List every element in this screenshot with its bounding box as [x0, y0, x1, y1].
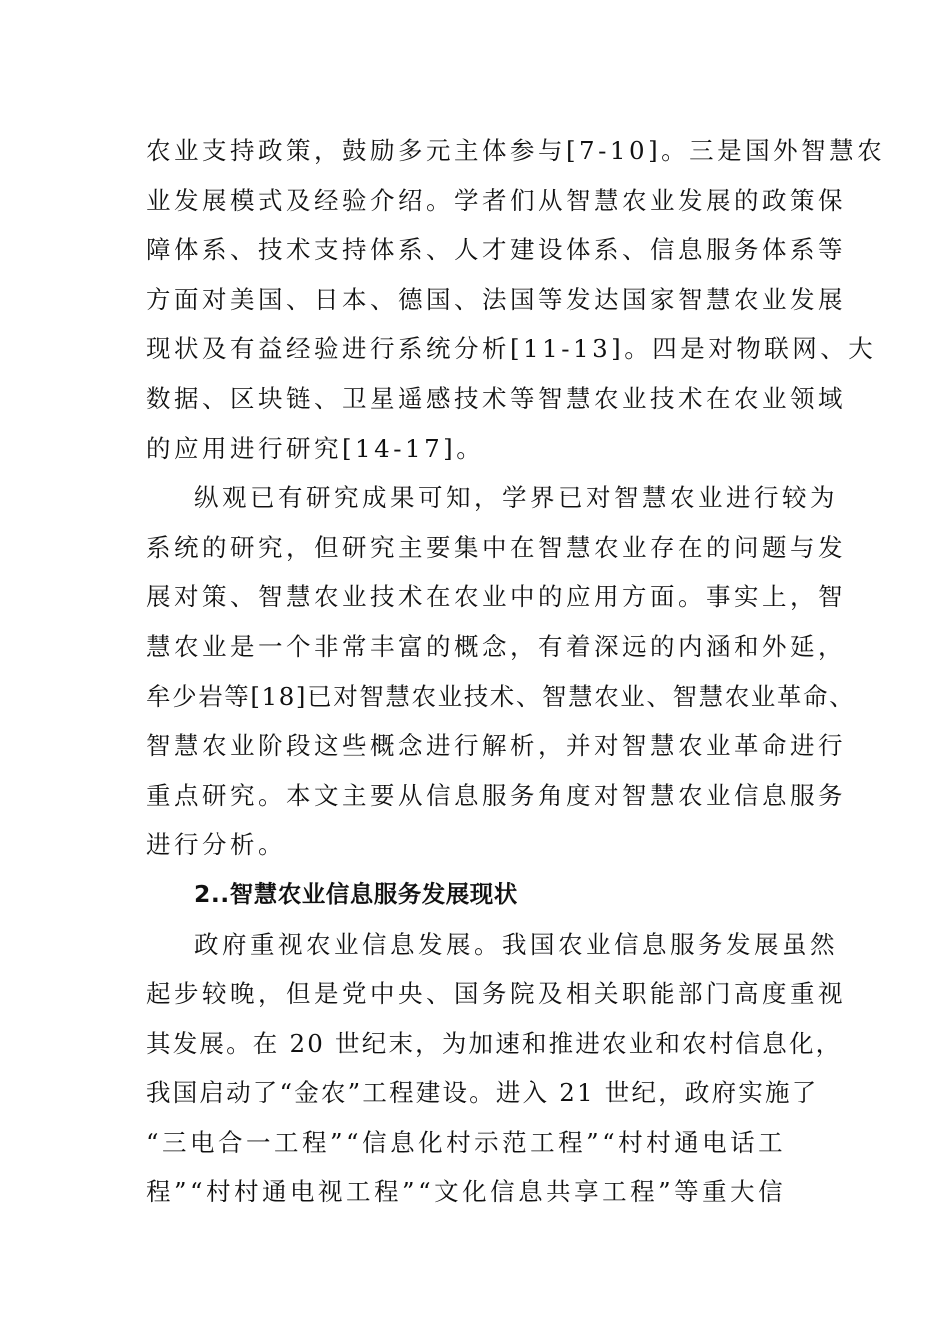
- paragraph-continuation: [146, 126, 886, 473]
- text-line: 系统的研究，但研究主要集中在智慧农业存在的问题与发: [146, 532, 846, 562]
- paragraph-review-summary: [146, 473, 856, 870]
- text-line: 业发展模式及经验介绍。学者们从智慧农业发展的政策保: [146, 185, 846, 215]
- text-line: 现状及有益经验进行系统分析[11-13]。四是对物联网、大: [146, 334, 877, 364]
- text-line: 纵观已有研究成果可知，学界已对智慧农业进行较为: [194, 483, 838, 513]
- text-line: 我国启动了“金农”工程建设。进入 21 世纪，政府实施了: [146, 1078, 819, 1108]
- text-line: “三电合一工程”“信息化村示范工程”“村村通电话工: [146, 1127, 787, 1157]
- text-line: 起步较晚，但是党中央、国务院及相关职能部门高度重视: [146, 979, 846, 1009]
- text-line: 慧农业是一个非常丰富的概念，有着深远的内涵和外延，: [146, 631, 846, 661]
- text-line: 程”“村村通电视工程”“文化信息共享工程”等重大信: [146, 1177, 787, 1207]
- section-heading: 2..智慧农业信息服务发展现状: [194, 879, 518, 908]
- text-line: 智慧农业阶段这些概念进行解析，并对智慧农业革命进行: [146, 731, 846, 761]
- text-line: 牟少岩等[18]已对智慧农业技术、智慧农业、智慧农业革命、: [146, 681, 856, 711]
- text-line: 数据、区块链、卫星遥感技术等智慧农业技术在农业领域: [146, 383, 846, 413]
- paragraph-section-body: [146, 920, 846, 1218]
- text-line: 障体系、技术支持体系、人才建设体系、信息服务体系等: [146, 235, 846, 265]
- text-line: 的应用进行研究[14-17]。: [146, 433, 485, 463]
- text-line: 展对策、智慧农业技术在农业中的应用方面。事实上，智: [146, 582, 846, 612]
- body-text: [146, 126, 886, 1217]
- text-line: 进行分析。: [146, 830, 286, 860]
- text-line: 政府重视农业信息发展。我国农业信息服务发展虽然: [194, 929, 838, 959]
- text-line: 农业支持政策，鼓励多元主体参与[7-10]。三是国外智慧农: [146, 136, 886, 165]
- text-line: 重点研究。本文主要从信息服务角度对智慧农业信息服务: [146, 780, 846, 810]
- text-line: 其发展。在 20 世纪末，为加速和推进农业和农村信息化，: [146, 1028, 843, 1058]
- text-line: 方面对美国、日本、德国、法国等发达国家智慧农业发展: [146, 284, 846, 314]
